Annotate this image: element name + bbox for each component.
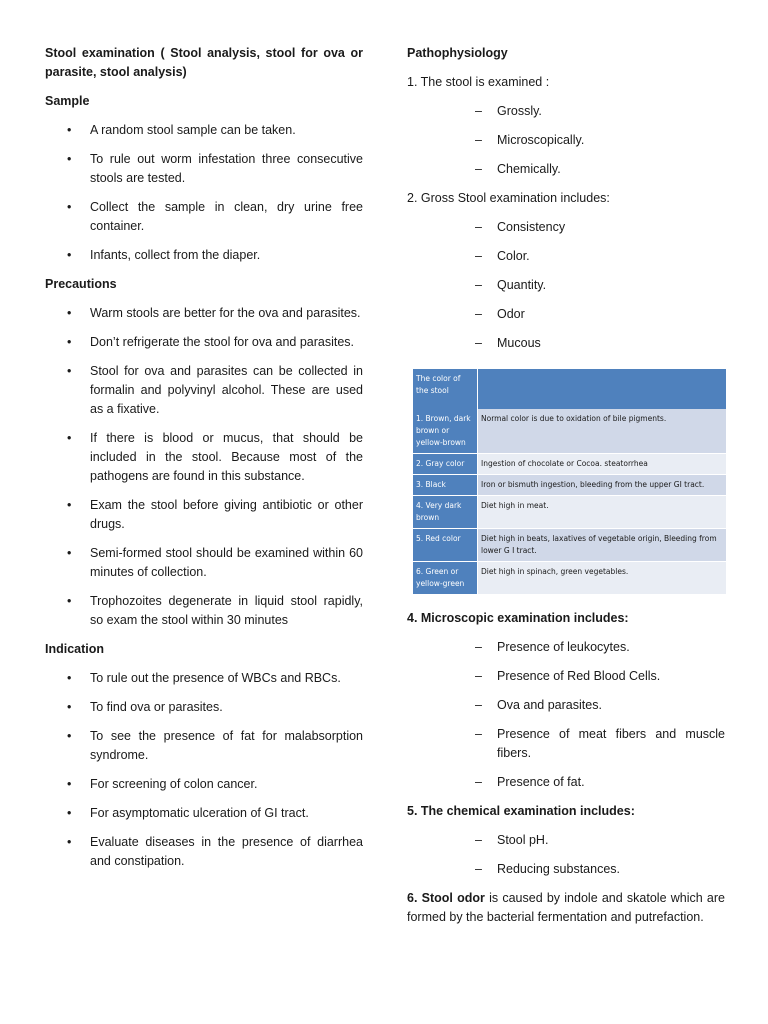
bullet-marker: • xyxy=(67,777,72,791)
table-row xyxy=(413,409,726,454)
section-1-label: 1. The stool is examined : xyxy=(407,75,550,89)
list-item: • Semi-formed stool should be examined within 60 minutes of collection. xyxy=(67,546,363,579)
bullet-marker: • xyxy=(67,335,72,349)
bullet-marker: • xyxy=(67,700,72,714)
list-item: – Presence of fat. xyxy=(407,773,725,792)
right-column xyxy=(407,44,725,937)
dash-marker: – xyxy=(475,133,482,147)
dash-marker: – xyxy=(475,278,482,292)
list-item: • For asymptomatic ulceration of GI tract. xyxy=(45,804,363,823)
bullet-marker: • xyxy=(67,200,72,214)
list-item: • If there is blood or mucus, that should be included in the stool. Because most of the pathogens are found in this substance. xyxy=(67,431,363,483)
list-item: • Evaluate diseases in the presence of diarrhea and constipation. xyxy=(67,835,363,868)
list-item: – Reducing substances. xyxy=(407,860,725,879)
list-item: – Chemically. xyxy=(407,160,725,179)
sample-heading: Sample xyxy=(45,94,90,108)
table-row xyxy=(413,454,726,475)
table-row xyxy=(413,475,726,496)
section-2-label: 2. Gross Stool examination includes: xyxy=(407,191,610,205)
indication-list xyxy=(45,669,363,871)
dash-marker: – xyxy=(475,220,482,234)
section-6-text: is caused by indole and skatole which are formed by the bacterial fermentation and putrefaction. xyxy=(407,891,725,924)
section-6-paragraph xyxy=(407,889,725,927)
table-row xyxy=(413,562,726,595)
dash-marker: – xyxy=(475,727,482,741)
table-cell: 2. Gray color xyxy=(413,454,478,475)
dash-marker: – xyxy=(475,249,482,263)
bullet-marker: • xyxy=(67,431,72,445)
pathophysiology-heading: Pathophysiology xyxy=(407,46,508,60)
list-item: • A random stool sample can be taken. xyxy=(45,121,363,140)
bullet-marker: • xyxy=(67,498,72,512)
list-item: – Presence of meat fibers and muscle fibers. xyxy=(475,727,725,760)
list-item: • Warm stools are better for the ova and parasites. xyxy=(45,304,363,323)
document-title: Stool examination ( Stool analysis, stool for ova or parasite, stool analysis) xyxy=(45,46,363,79)
bullet-marker: • xyxy=(67,546,72,560)
dash-marker: – xyxy=(475,833,482,847)
list-item: – Presence of Red Blood Cells. xyxy=(407,667,725,686)
list-item: • Trophozoites degenerate in liquid stool rapidly, so exam the stool within 30 minutes xyxy=(67,594,363,627)
sample-list xyxy=(45,121,363,265)
table-row xyxy=(413,529,726,562)
bullet-marker: • xyxy=(67,152,72,166)
precautions-heading: Precautions xyxy=(45,277,117,291)
section-5-list xyxy=(407,831,725,879)
bullet-marker: • xyxy=(67,594,72,608)
table-cell: Diet high in beats, laxatives of vegetable origin, Bleeding from lower G I tract. xyxy=(478,529,727,562)
list-item: • Infants, collect from the diaper. xyxy=(45,246,363,265)
list-item: • Don’t refrigerate the stool for ova and parasites. xyxy=(45,333,363,352)
table-cell: 1. Brown, dark brown or yellow-brown xyxy=(413,409,478,454)
section-4-list xyxy=(407,638,725,792)
section-6-label: 6. Stool odor xyxy=(407,891,485,905)
table-header-cell xyxy=(478,369,727,409)
list-item: – Odor xyxy=(407,305,725,324)
table-cell: Normal color is due to oxidation of bile pigments. xyxy=(478,409,727,454)
dash-marker: – xyxy=(475,640,482,654)
list-item: – Microscopically. xyxy=(407,131,725,150)
table-cell: Ingestion of chocolate or Cocoa. steatorrhea xyxy=(478,454,727,475)
table-row xyxy=(413,496,726,529)
bullet-marker: • xyxy=(67,671,72,685)
dash-marker: – xyxy=(475,104,482,118)
list-item: • For screening of colon cancer. xyxy=(45,775,363,794)
bullet-marker: • xyxy=(67,306,72,320)
list-item: – Consistency xyxy=(407,218,725,237)
table-cell: 6. Green or yellow-green xyxy=(413,562,478,595)
bullet-marker: • xyxy=(67,123,72,137)
indication-heading: Indication xyxy=(45,642,105,656)
list-item: – Ova and parasites. xyxy=(407,696,725,715)
bullet-marker: • xyxy=(67,364,72,378)
table-cell: 5. Red color xyxy=(413,529,478,562)
section-2-list xyxy=(407,218,725,353)
section-1-list xyxy=(407,102,725,179)
stool-color-table xyxy=(413,369,726,595)
table-cell: Diet high in spinach, green vegetables. xyxy=(478,562,727,595)
list-item: • Stool for ova and parasites can be collected in formalin and polyvinyl alcohol. These are used as a fixative. xyxy=(67,364,363,416)
list-item: • Exam the stool before giving antibiotic or other drugs. xyxy=(67,498,363,531)
bullet-marker: • xyxy=(67,248,72,262)
table-header-cell: The color of the stool xyxy=(413,369,478,409)
table-cell: Iron or bismuth ingestion, bleeding from the upper GI tract. xyxy=(478,475,727,496)
bullet-marker: • xyxy=(67,729,72,743)
bullet-marker: • xyxy=(67,806,72,820)
dash-marker: – xyxy=(475,698,482,712)
list-item: • To see the presence of fat for malabsorption syndrome. xyxy=(67,729,363,762)
dash-marker: – xyxy=(475,307,482,321)
dash-marker: – xyxy=(475,775,482,789)
list-item: – Color. xyxy=(407,247,725,266)
precautions-list xyxy=(45,304,363,630)
table-cell: Diet high in meat. xyxy=(478,496,727,529)
bullet-marker: • xyxy=(67,835,72,849)
table-cell: 4. Very dark brown xyxy=(413,496,478,529)
list-item: – Presence of leukocytes. xyxy=(407,638,725,657)
dash-marker: – xyxy=(475,669,482,683)
list-item: – Grossly. xyxy=(407,102,725,121)
list-item: • To rule out the presence of WBCs and RBCs. xyxy=(45,669,363,688)
left-column xyxy=(45,44,363,881)
list-item: – Mucous xyxy=(407,334,725,353)
table-header-row xyxy=(413,369,726,409)
list-item: • To find ova or parasites. xyxy=(45,698,363,717)
dash-marker: – xyxy=(475,862,482,876)
table-cell: 3. Black xyxy=(413,475,478,496)
section-5-label: 5. The chemical examination includes: xyxy=(407,804,635,818)
dash-marker: – xyxy=(475,336,482,350)
list-item: – Quantity. xyxy=(407,276,725,295)
section-4-label: 4. Microscopic examination includes: xyxy=(407,611,629,625)
list-item: – Stool pH. xyxy=(407,831,725,850)
list-item: • To rule out worm infestation three consecutive stools are tested. xyxy=(67,152,363,185)
dash-marker: – xyxy=(475,162,482,176)
list-item: • Collect the sample in clean, dry urine free container. xyxy=(67,200,363,233)
